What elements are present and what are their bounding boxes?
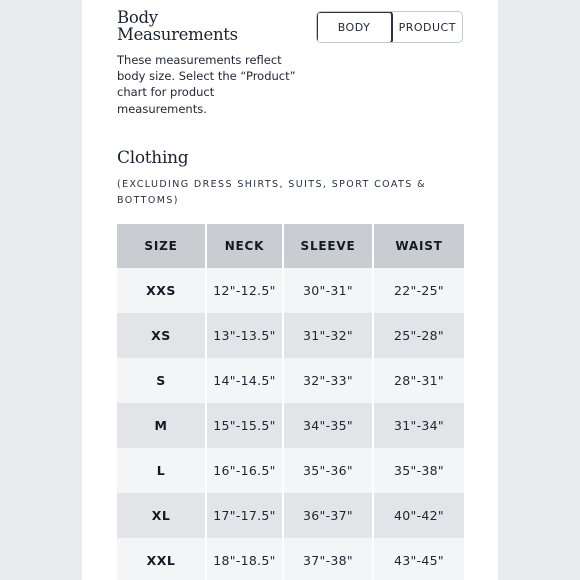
- waist-cell: 35"-38": [373, 448, 464, 493]
- table-row: [117, 358, 464, 403]
- size-table: [117, 224, 464, 580]
- neck-cell: 15"-15.5": [206, 403, 283, 448]
- body-toggle-button[interactable]: BODY: [316, 11, 393, 43]
- size-cell: XS: [117, 313, 206, 358]
- size-chart-panel: [82, 0, 498, 580]
- heading-line-2: Measurements: [117, 25, 238, 44]
- product-toggle-button[interactable]: PRODUCT: [398, 20, 456, 34]
- table-row: [117, 313, 464, 358]
- sleeve-cell: 30"-31": [283, 268, 373, 313]
- section-note: (EXCLUDING DRESS SHIRTS, SUITS, SPORT COATS & BOTTOMS): [117, 179, 426, 206]
- table-row: [117, 493, 464, 538]
- column-header-waist: WAIST: [373, 224, 464, 268]
- neck-cell: 18"-18.5": [206, 538, 283, 580]
- size-cell: XXS: [117, 268, 206, 313]
- neck-cell: 12"-12.5": [206, 268, 283, 313]
- column-header-neck: NECK: [206, 224, 283, 268]
- table-row: [117, 538, 464, 580]
- size-cell: L: [117, 448, 206, 493]
- section-title: Clothing: [117, 148, 189, 168]
- sleeve-cell: 31"-32": [283, 313, 373, 358]
- table-header-row: [117, 224, 464, 268]
- waist-cell: 43"-45": [373, 538, 464, 580]
- panel-heading: [117, 9, 267, 43]
- neck-cell: 16"-16.5": [206, 448, 283, 493]
- waist-cell: 28"-31": [373, 358, 464, 403]
- measurement-toggle: [316, 11, 463, 43]
- sleeve-cell: 36"-37": [283, 493, 373, 538]
- column-header-sleeve: SLEEVE: [283, 224, 373, 268]
- waist-cell: 31"-34": [373, 403, 464, 448]
- measurement-description: These measurements reflect body size. Select the “Product” chart for product measurements.: [117, 53, 296, 116]
- heading-line-1: Body: [117, 8, 158, 27]
- waist-cell: 25"-28": [373, 313, 464, 358]
- size-cell: M: [117, 403, 206, 448]
- waist-cell: 22"-25": [373, 268, 464, 313]
- neck-cell: 13"-13.5": [206, 313, 283, 358]
- sleeve-cell: 34"-35": [283, 403, 373, 448]
- neck-cell: 14"-14.5": [206, 358, 283, 403]
- sleeve-cell: 32"-33": [283, 358, 373, 403]
- table-row: [117, 268, 464, 313]
- table-row: [117, 448, 464, 493]
- size-cell: S: [117, 358, 206, 403]
- size-cell: XXL: [117, 538, 206, 580]
- neck-cell: 17"-17.5": [206, 493, 283, 538]
- waist-cell: 40"-42": [373, 493, 464, 538]
- column-header-size: SIZE: [117, 224, 206, 268]
- sleeve-cell: 37"-38": [283, 538, 373, 580]
- sleeve-cell: 35"-36": [283, 448, 373, 493]
- table-row: [117, 403, 464, 448]
- size-cell: XL: [117, 493, 206, 538]
